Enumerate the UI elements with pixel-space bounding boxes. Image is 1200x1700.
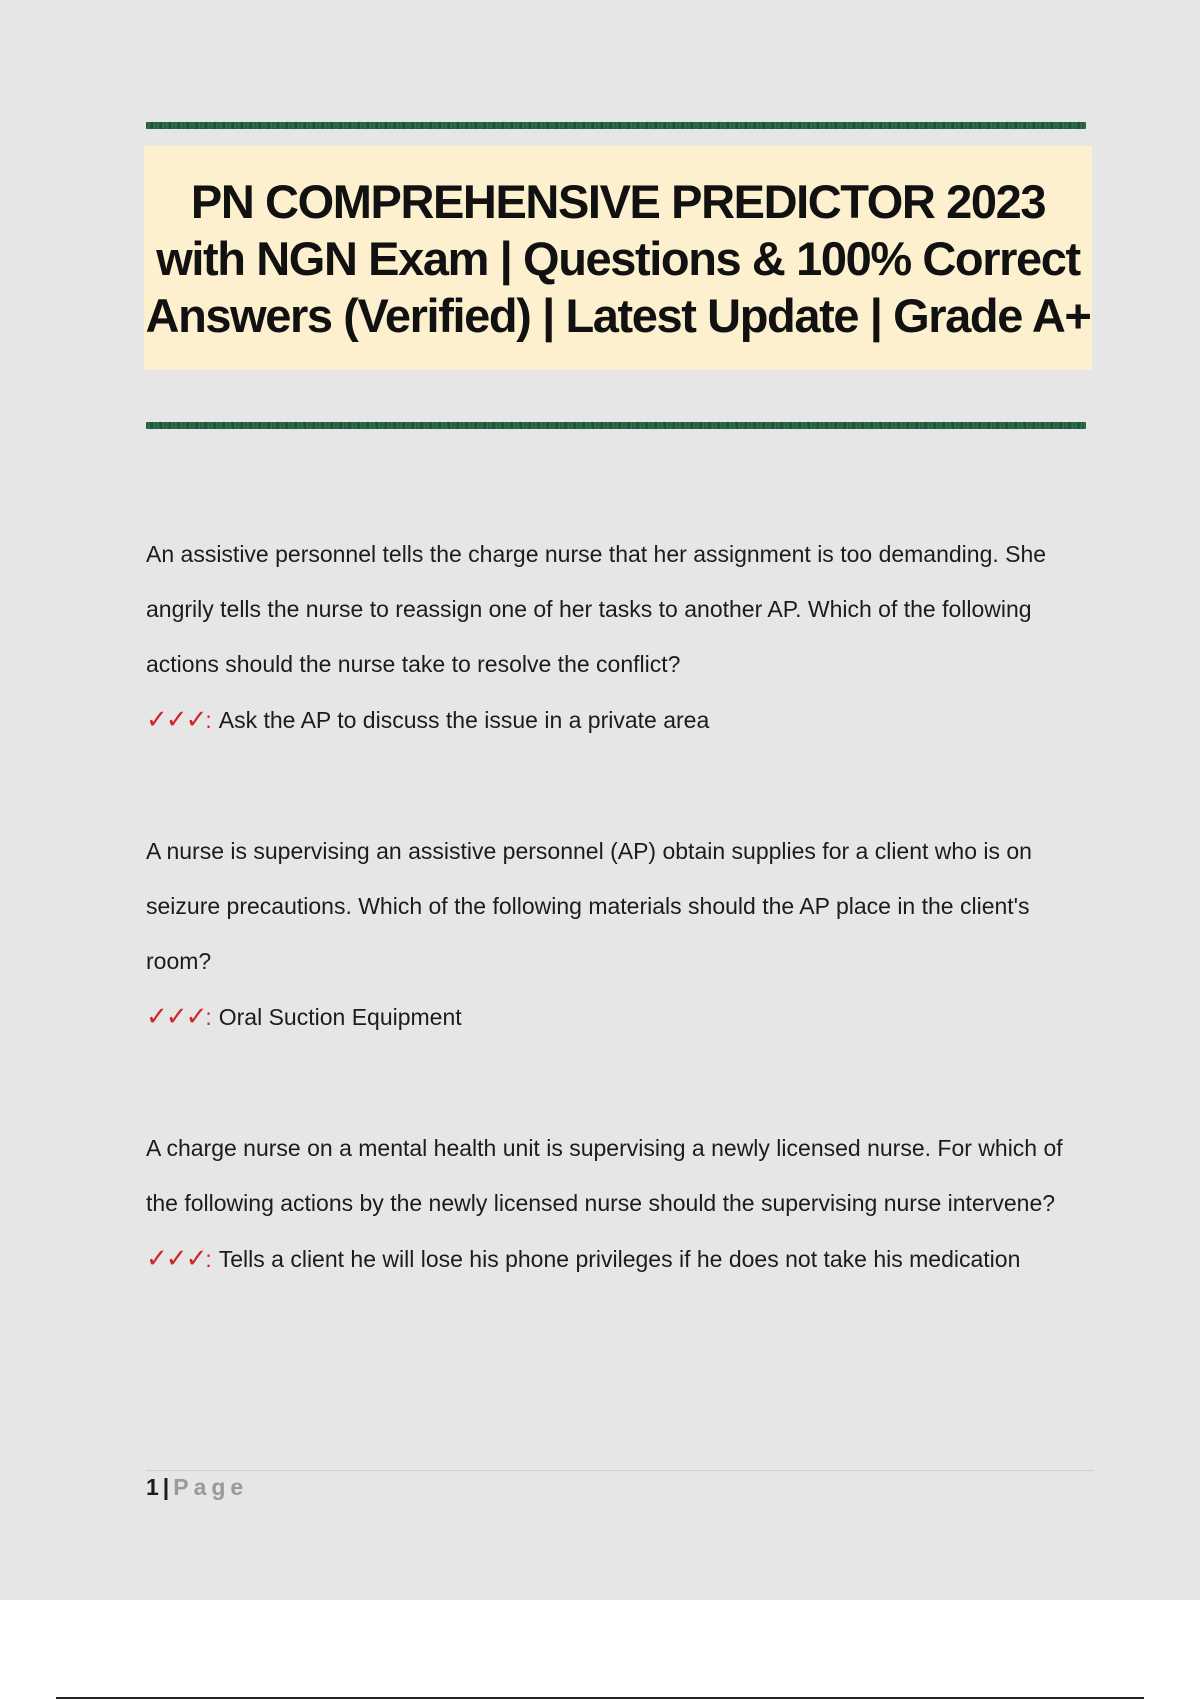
answer-colon: :	[205, 1246, 212, 1272]
answer-line	[146, 700, 1096, 740]
question-text: An assistive personnel tells the charge nurse that her assignment is too demanding. She angrily tells the nurse to reassign one of her tasks to another AP. Which of the following actions should the nurse take to resolve the conflict?	[146, 541, 1047, 677]
check-mark-icon: ✓✓✓	[146, 1244, 206, 1274]
check-mark-icon: ✓✓✓	[146, 1002, 206, 1032]
answer-line	[146, 1239, 1096, 1279]
qa-item	[146, 824, 1096, 1037]
answer-text: Tells a client he will lose his phone privileges if he does not take his medication	[218, 1246, 1021, 1272]
answer-colon: :	[205, 707, 212, 733]
title-highlight-box	[144, 146, 1092, 370]
qa-item	[146, 527, 1096, 740]
footer-separator: |	[162, 1474, 170, 1500]
check-mark-icon: ✓✓✓	[146, 705, 206, 735]
page-number: 1	[146, 1474, 159, 1500]
footer-divider	[146, 1470, 1094, 1471]
question-text: A nurse is supervising an assistive personnel (AP) obtain supplies for a client who is on seizure precautions. Which of the following materials should the AP place in the client's room?	[146, 838, 1032, 974]
document-title: PN COMPREHENSIVE PREDICTOR 2023 with NGN Exam | Questions & 100% Correct Answers (Verified) | Latest Update | Grade A+	[145, 174, 1091, 342]
answer-text: Oral Suction Equipment	[218, 1004, 462, 1030]
answer-text: Ask the AP to discuss the issue in a private area	[218, 707, 710, 733]
page-label: Page	[173, 1474, 249, 1500]
answer-colon: :	[205, 1004, 212, 1030]
question-text: A charge nurse on a mental health unit is supervising a newly licensed nurse. For which of the following actions by the newly licensed nurse should the supervising nurse intervene?	[146, 1135, 1063, 1216]
title-top-rule	[146, 122, 1086, 129]
answer-line	[146, 997, 1096, 1037]
qa-item	[146, 1121, 1096, 1279]
viewer-bottom-border	[56, 1697, 1144, 1699]
title-bottom-rule	[146, 422, 1086, 429]
page-footer	[146, 1474, 248, 1501]
